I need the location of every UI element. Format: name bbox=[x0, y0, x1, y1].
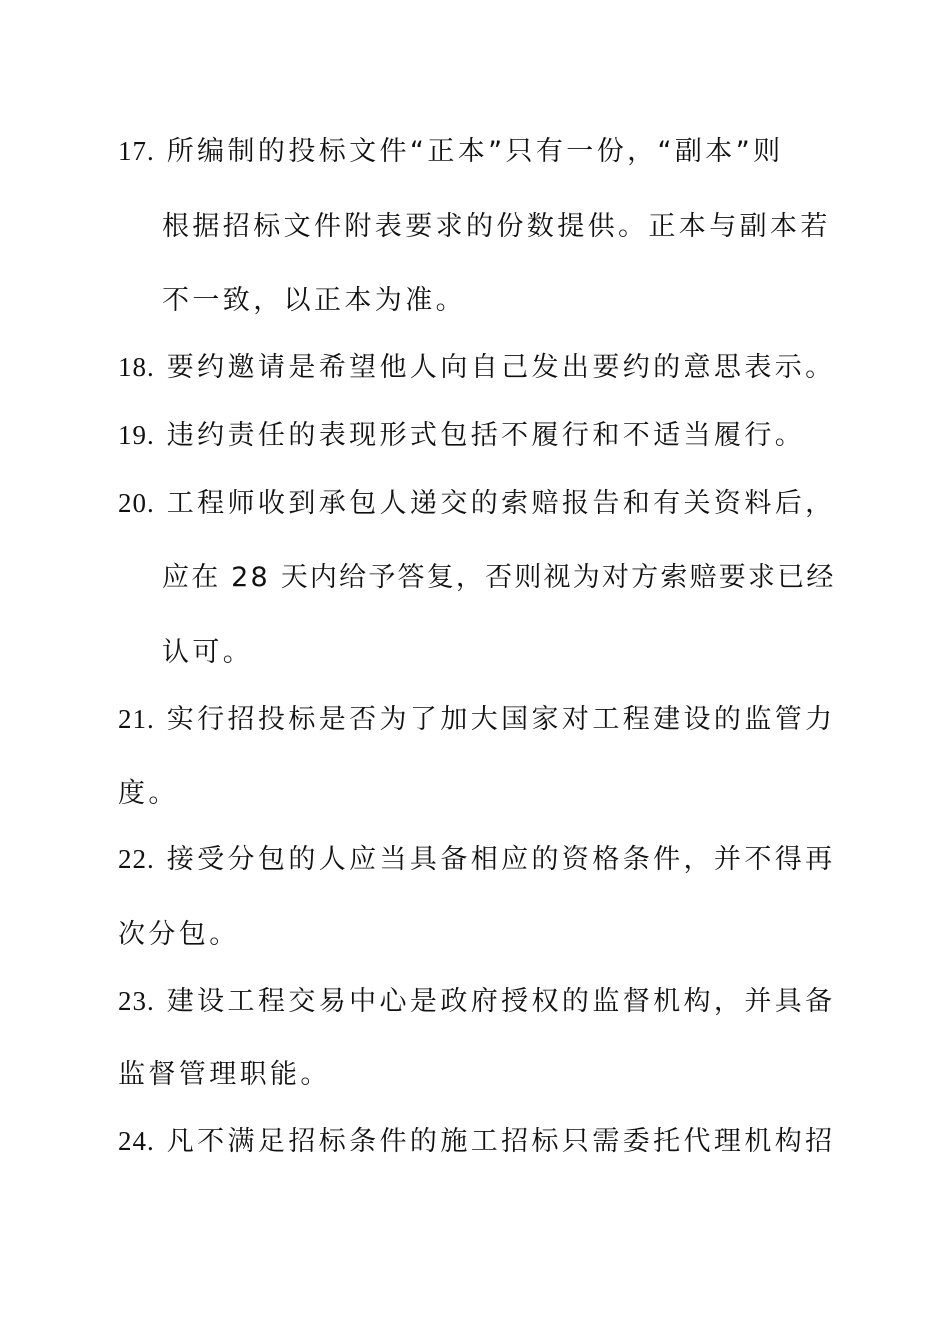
item-20-text-1: 工程师收到承包人递交的索赔报告和有关资料后， bbox=[166, 488, 836, 519]
item-17-line-1 bbox=[118, 134, 784, 169]
item-21-line-2: 度。 bbox=[118, 778, 179, 809]
item-21-text-1: 实行招投标是否为了加大国家对工程建设的监管力 bbox=[166, 704, 836, 735]
item-20-number: 20. bbox=[118, 488, 155, 518]
item-22-text-1: 接受分包的人应当具备相应的资格条件，并不得再 bbox=[166, 844, 836, 875]
item-20-line-3: 认可。 bbox=[162, 637, 254, 668]
item-24-text-1: 凡不满足招标条件的施工招标只需委托代理机构招 bbox=[166, 1126, 836, 1157]
item-18-line-1 bbox=[118, 350, 836, 385]
item-18-number: 18. bbox=[118, 352, 155, 382]
item-19-number: 19. bbox=[118, 420, 155, 450]
item-23-line-1 bbox=[118, 984, 836, 1019]
item-24-line-1 bbox=[118, 1124, 836, 1159]
item-20-line-1 bbox=[118, 486, 836, 521]
item-23-number: 23. bbox=[118, 986, 155, 1016]
item-17-line-2: 根据招标文件附表要求的份数提供。正本与副本若 bbox=[162, 211, 831, 242]
item-17-number: 17. bbox=[118, 136, 155, 166]
item-23-text-1: 建设工程交易中心是政府授权的监督机构，并具备 bbox=[166, 986, 836, 1017]
item-22-line-2: 次分包。 bbox=[118, 919, 240, 950]
item-23-line-2: 监督管理职能。 bbox=[118, 1059, 331, 1090]
item-17-text-1: 所编制的投标文件“正本”只有一份，“副本”则 bbox=[166, 136, 784, 167]
item-19-text-1: 违约责任的表现形式包括不履行和不适当履行。 bbox=[166, 420, 806, 451]
item-20-line-2: 应在 28 天内给予答复，否则视为对方索赔要求已经 bbox=[162, 562, 836, 593]
item-21-line-1 bbox=[118, 702, 836, 737]
item-19-line-1 bbox=[118, 418, 805, 453]
item-17-line-3: 不一致，以正本为准。 bbox=[162, 285, 466, 316]
item-21-number: 21. bbox=[118, 704, 155, 734]
item-22-line-1 bbox=[118, 842, 836, 877]
item-24-number: 24. bbox=[118, 1126, 155, 1156]
item-18-text-1: 要约邀请是希望他人向自己发出要约的意思表示。 bbox=[166, 352, 836, 383]
item-22-number: 22. bbox=[118, 844, 155, 874]
